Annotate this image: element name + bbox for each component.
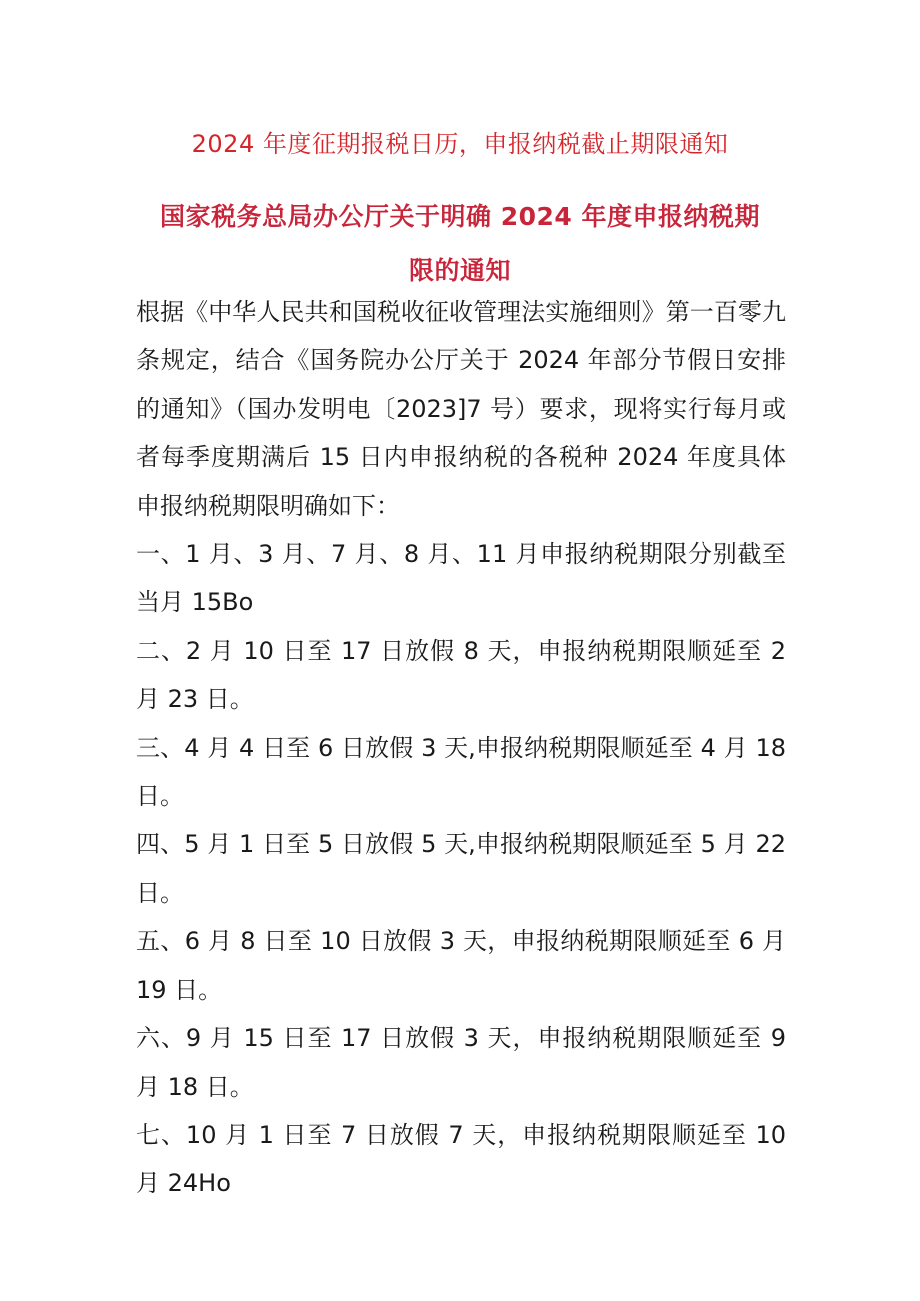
deadline-item: 三、4 月 4 日至 6 日放假 3 天,申报纳税期限顺延至 4 月 18 日。: [136, 733, 786, 811]
deadline-item: 四、5 月 1 日至 5 日放假 5 天,申报纳税期限顺延至 5 月 22 日。: [136, 830, 786, 907]
document-body: [136, 288, 786, 1208]
deadline-item: 一、1 月、3 月、7 月、8 月、11 月申报纳税期限分别截至当月 15Bo: [136, 540, 786, 617]
deadline-item: 七、10 月 1 日至 7 日放假 7 天，申报纳税期限顺延至 10 月 24Ho: [136, 1120, 786, 1198]
intro-paragraph: 根据《中华人民共和国税收征收管理法实施细则》第一百零九条规定，结合《国务院办公厅关于 2024 年部分节假日安排的通知》（国办发明电〔2023]7 号）要求，现将实行每月或者每季度期满后 15 日内申报纳税的各税种 2024 年度具体申报纳税期限明确如下：: [136, 298, 786, 520]
deadline-item: 五、6 月 8 日至 10 日放假 3 天，申报纳税期限顺延至 6 月 19 日。: [136, 927, 786, 1004]
deadline-item: 二、2 月 10 日至 17 日放假 8 天，申报纳税期限顺延至 2 月 23 日。: [136, 636, 786, 714]
document-main-title: 国家税务总局办公厅关于明确 2024 年度申报纳税期限的通知: [160, 202, 760, 285]
document-top-title: 2024 年度征期报税日历，申报纳税截止期限通知: [191, 130, 729, 158]
deadline-item: 六、9 月 15 日至 17 日放假 3 天，申报纳税期限顺延至 9 月 18 日。: [136, 1024, 786, 1101]
